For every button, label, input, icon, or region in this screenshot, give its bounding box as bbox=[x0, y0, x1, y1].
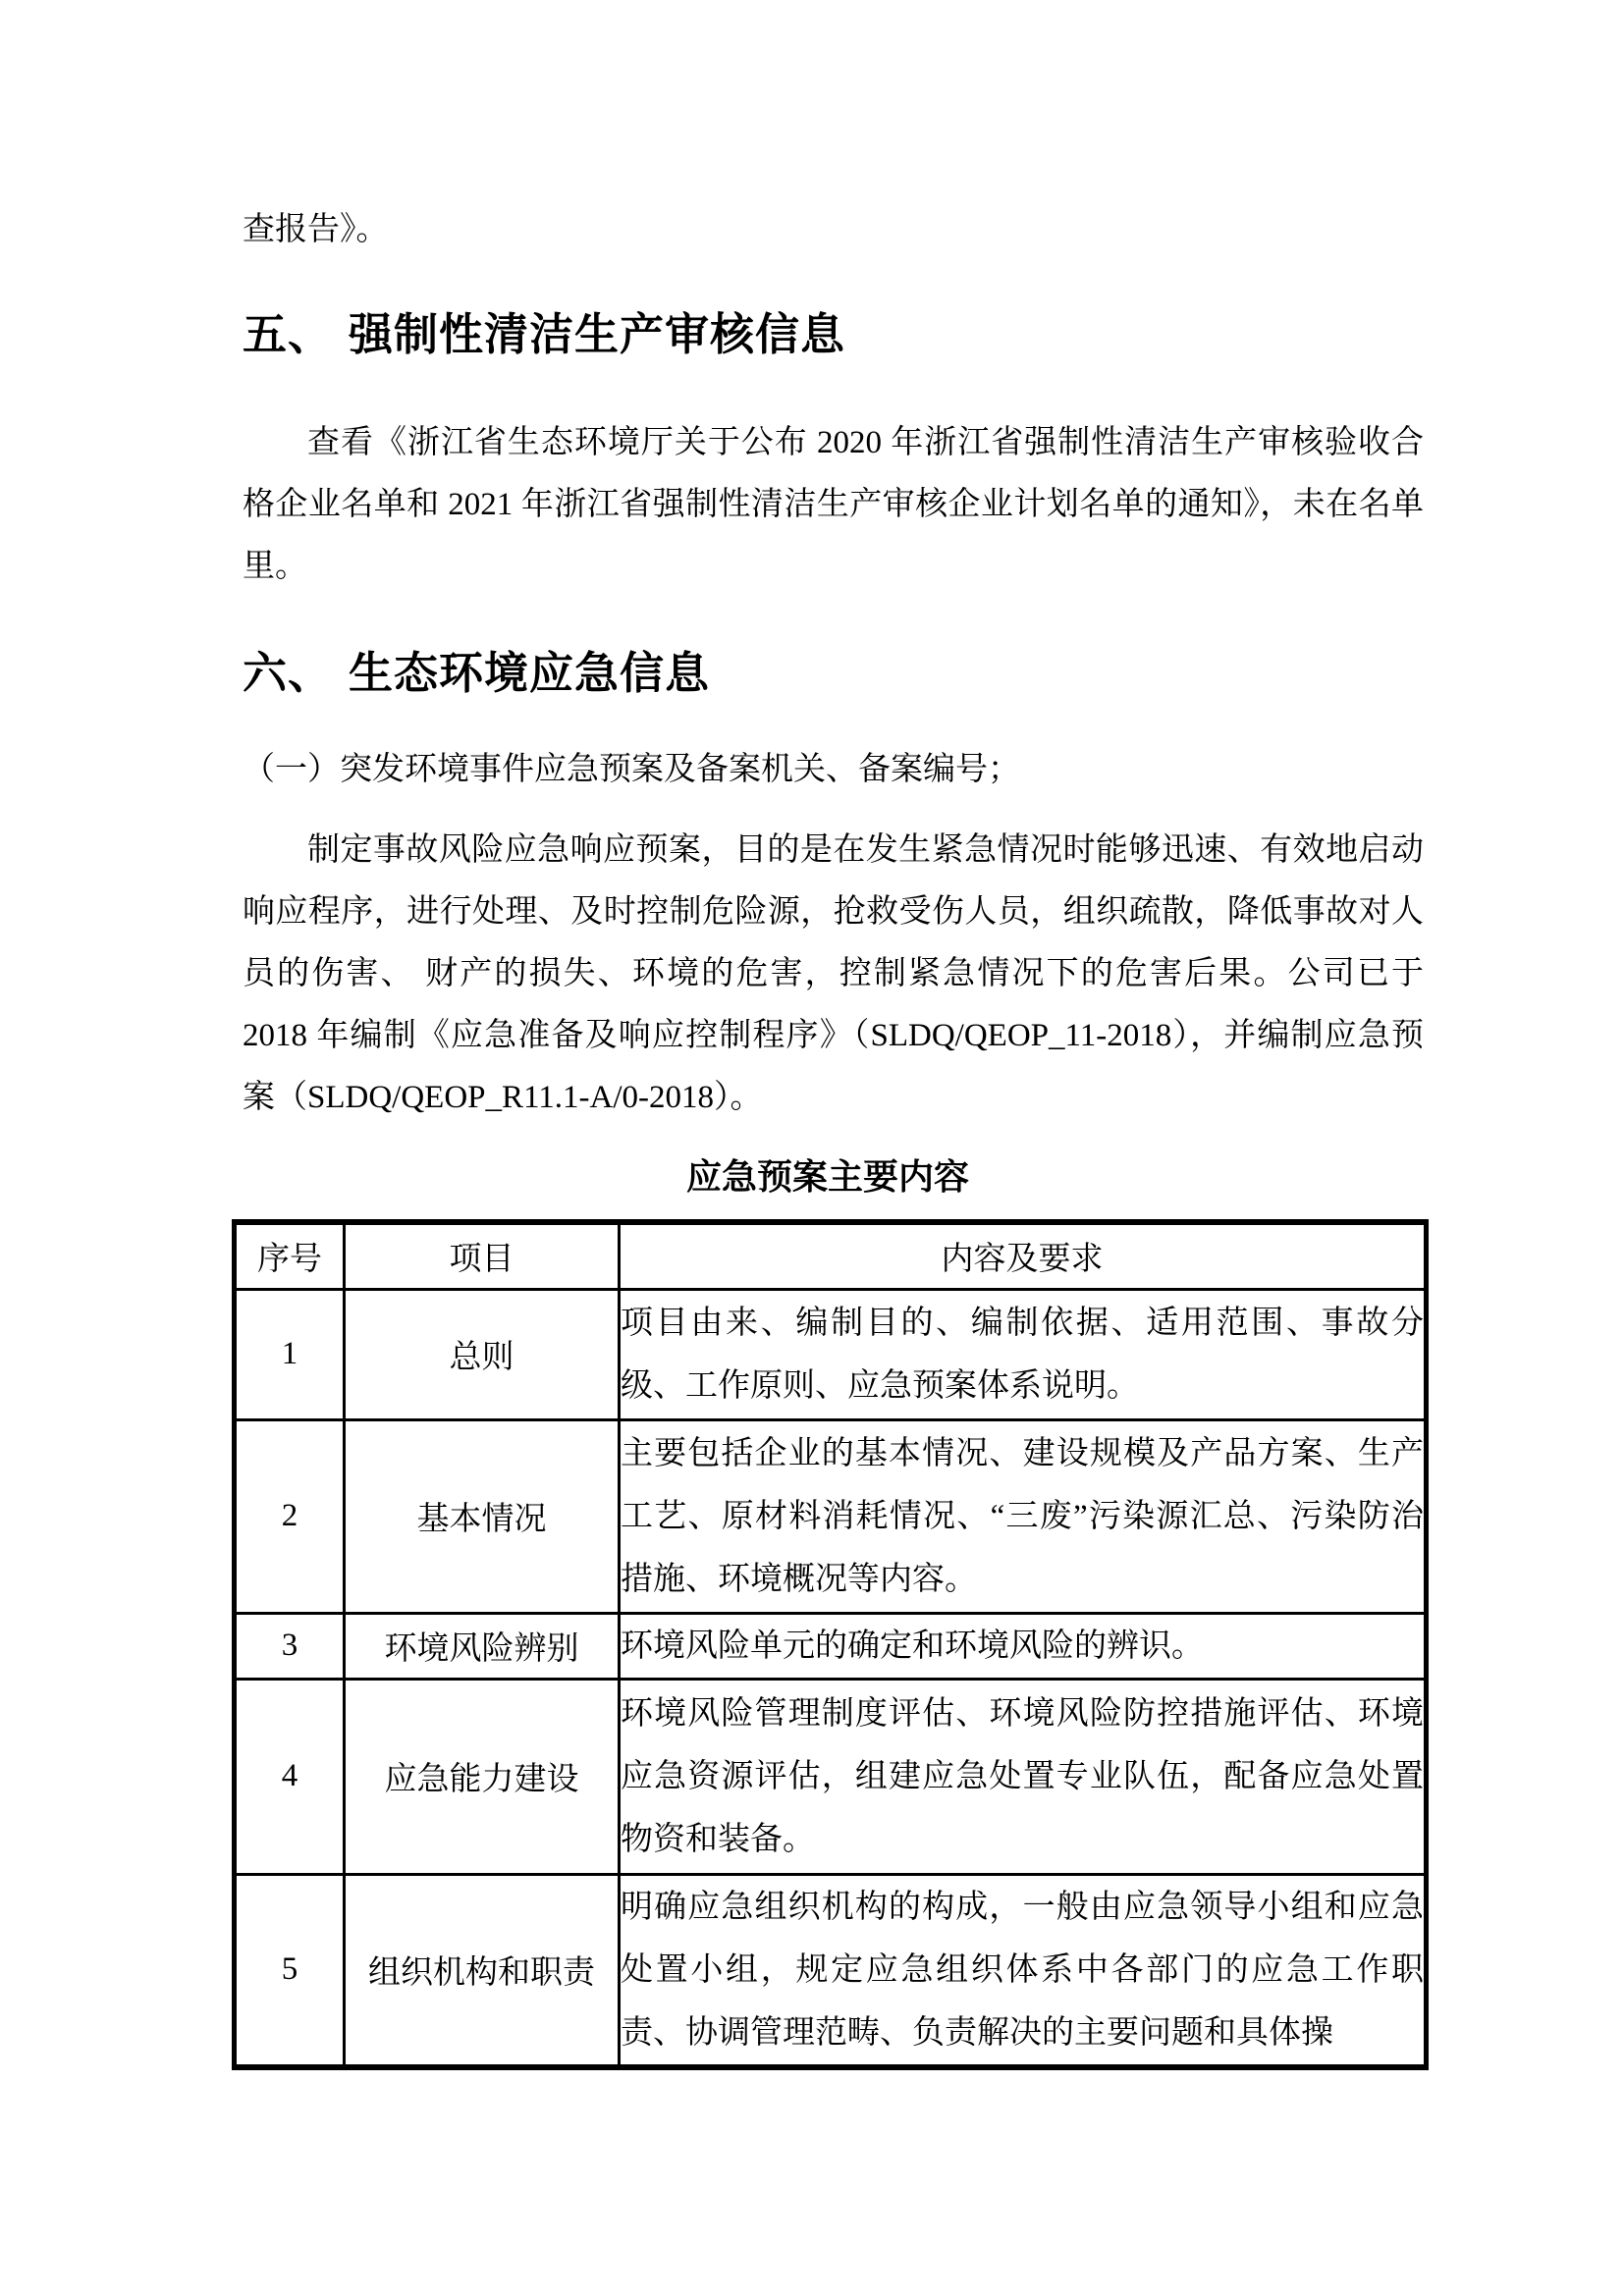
section5-paragraph: 查看《浙江省生态环境厅关于公布 2020 年浙江省强制性清洁生产审核验收合格企业名单和 2021 年浙江省强制性清洁生产审核企业计划名单的通知》，未在名单里。 bbox=[243, 425, 1424, 584]
row1-content: 项目由来、编制目的、编制依据、适用范围、事故分级、工作原则、应急预案体系说明。 bbox=[620, 1289, 1427, 1419]
row4-content: 环境风险管理制度评估、环境风险防控措施评估、环境应急资源评估，组建应急处置专业队伍，配备应急处置物资和装备。 bbox=[620, 1679, 1427, 1874]
table-header-no: 序号 bbox=[235, 1222, 345, 1289]
row1-no: 1 bbox=[235, 1289, 345, 1419]
row3-item: 环境风险辨别 bbox=[345, 1613, 620, 1679]
row2-item: 基本情况 bbox=[345, 1419, 620, 1613]
table-row bbox=[235, 1613, 1427, 1679]
table-header-item: 项目 bbox=[345, 1222, 620, 1289]
section6-paragraph: 制定事故风险应急响应预案，目的是在发生紧急情况时能够迅速、有效地启动响应程序，进行处理、及时控制危险源，抢救受伤人员，组织疏散，降低事故对人员的伤害、 财产的损失、环境的危害，控制紧急情况下的危害后果。公司已于 2018 年编制《应急准备及响应控制程序》（SLDQ/QEOP_11-2018），并编制应急预案（SLDQ/QEOP_R11.1-A/0-2018）。 bbox=[243, 832, 1424, 1115]
section6-item1-label: （一）突发环境事件应急预案及备案机关、备案编号； bbox=[243, 752, 1020, 787]
row5-content: 明确应急组织机构的构成，一般由应急领导小组和应急处置小组，规定应急组织体系中各部门的应急工作职责、协调管理范畴、负责解决的主要问题和具体操 bbox=[620, 1874, 1427, 2067]
table-row bbox=[235, 1874, 1427, 2067]
section6-heading-title: 生态环境应急信息 bbox=[349, 647, 711, 699]
row4-item: 应急能力建设 bbox=[345, 1679, 620, 1874]
table-header-row bbox=[235, 1222, 1427, 1289]
section6-heading-number: 六、 bbox=[243, 647, 334, 699]
table-row bbox=[235, 1679, 1427, 1874]
row5-item: 组织机构和职责 bbox=[345, 1874, 620, 2067]
intro-line: 查报告》。 bbox=[243, 212, 389, 247]
row3-no: 3 bbox=[235, 1613, 345, 1679]
emergency-plan-table bbox=[232, 1219, 1429, 2070]
row1-item: 总则 bbox=[345, 1289, 620, 1419]
section5-heading bbox=[243, 309, 845, 360]
table-row bbox=[235, 1289, 1427, 1419]
row2-no: 2 bbox=[235, 1419, 345, 1613]
table-title: 应急预案主要内容 bbox=[685, 1157, 969, 1197]
row3-content: 环境风险单元的确定和环境风险的辨识。 bbox=[620, 1613, 1427, 1679]
row4-no: 4 bbox=[235, 1679, 345, 1874]
table-header-content: 内容及要求 bbox=[620, 1222, 1427, 1289]
section5-heading-title: 强制性清洁生产审核信息 bbox=[349, 308, 846, 360]
row5-no: 5 bbox=[235, 1874, 345, 2067]
row2-content: 主要包括企业的基本情况、建设规模及产品方案、生产工艺、原材料消耗情况、“三废”污染源汇总、污染防治措施、环境概况等内容。 bbox=[620, 1419, 1427, 1613]
section6-heading bbox=[243, 648, 710, 699]
section5-heading-number: 五、 bbox=[243, 308, 334, 360]
table-row bbox=[235, 1419, 1427, 1613]
